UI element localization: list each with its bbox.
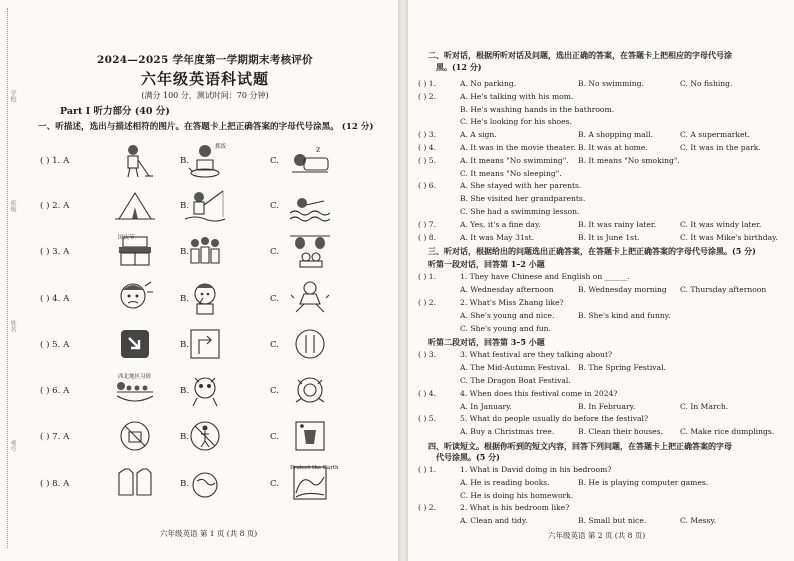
- picture-caption: Protect the Earth: [290, 465, 339, 471]
- option-a: C. It means "No sleeping".: [460, 168, 562, 178]
- page-gutter: [398, 0, 408, 561]
- boy-sweeping-icon: [115, 142, 155, 178]
- option-a: C. He is doing his homework.: [460, 490, 574, 500]
- section2-line: [418, 181, 788, 192]
- option-b: B. Clean their houses.: [578, 427, 663, 437]
- section4-line: [418, 503, 788, 514]
- clothes-icon: [115, 465, 155, 501]
- section4-heading-line2: 代号涂黑。(5 分): [436, 452, 500, 462]
- girl-sleeping-icon: [290, 142, 330, 178]
- option-a: A. A sign.: [460, 130, 497, 140]
- right-page-footer: 六年级英语 第 2 页 (共 8 页): [548, 531, 646, 540]
- answer-blank: ( ) 5.: [418, 155, 436, 165]
- option-letter-c: C.: [270, 294, 280, 304]
- left-page-footer: 六年级英语 第 1 页 (共 8 页): [160, 529, 258, 538]
- option-a: A. It was in the movie theater.: [460, 143, 576, 152]
- picture-caption: 西北地区习俗: [118, 374, 152, 380]
- answer-blank: ( ) 7.: [418, 219, 436, 229]
- section3-line: [418, 285, 788, 296]
- option-a: A. He's talking with his mom.: [460, 91, 574, 101]
- trash-bin-icon: [290, 418, 330, 454]
- option-letter-b: B.: [180, 294, 190, 304]
- child-swimming-icon: [290, 187, 330, 223]
- section4-line: [418, 516, 788, 527]
- direction-sign-icon: [185, 326, 225, 362]
- picture-caption: 抓饭: [215, 144, 227, 150]
- right-page: [408, 0, 794, 561]
- option-c: C. In March.: [680, 401, 729, 411]
- option-a: A. Buy a Christmas tree.: [460, 427, 555, 437]
- option-b: B. The Spring Festival.: [578, 363, 666, 373]
- section1-heading: [38, 121, 393, 133]
- answer-blank: ( ) 1.: [418, 272, 436, 282]
- answer-blank: ( ) 2.: [418, 503, 436, 513]
- option-a: A. It means "No swimming".: [460, 155, 569, 165]
- section4-line: [418, 465, 788, 476]
- option-b: B. Small but nice.: [578, 516, 647, 526]
- section2-line: [418, 130, 788, 141]
- answer-blank: ( ) 3.: [418, 130, 436, 140]
- option-b: B. It was at home.: [578, 143, 648, 152]
- option-a: B. He's washing hands in the bathroom.: [460, 104, 615, 114]
- svg-text:z: z: [316, 145, 321, 154]
- answer-blank: ( ) 1.: [418, 465, 436, 474]
- section2-heading-line1: 二、听对话，根据所听对话及问题，选出正确的答案，在答题卡上把相应的字母代号涂: [428, 50, 732, 60]
- option-c: C. It was in the park.: [680, 143, 761, 152]
- question-number: ( ) 3. A: [40, 247, 70, 257]
- section2-line: [418, 143, 788, 154]
- answer-blank: ( ) 8.: [418, 232, 436, 242]
- option-c: C. A supermarket.: [680, 130, 750, 140]
- option-b: B. She's kind and funny.: [578, 310, 671, 320]
- boy-thinking-icon: [185, 280, 225, 316]
- option-letter-c: C.: [270, 386, 280, 396]
- answer-blank: ( ) 5.: [418, 414, 436, 424]
- edge-label-number: 考号: [9, 440, 16, 452]
- option-a: C. He's looking for his shoes.: [460, 117, 572, 127]
- option-a: A. Yes, it's a fine day.: [460, 219, 541, 229]
- lantern-festival-icon: [290, 233, 330, 269]
- option-c: C. It was Mike's birthday.: [680, 232, 778, 242]
- option-letter-b: B.: [180, 340, 190, 350]
- option-b: B. It was rainy later.: [578, 219, 657, 229]
- section3-line: [418, 324, 788, 335]
- picture-question-row: [40, 465, 390, 505]
- picture-question-row: [40, 372, 390, 412]
- picture-question-row: [40, 233, 390, 273]
- option-letter-b: B.: [180, 432, 190, 442]
- option-letter-c: C.: [270, 340, 280, 350]
- option-b: B. No swimming.: [578, 79, 644, 88]
- food-festival-icon: [290, 372, 330, 408]
- exam-meta: (满分 100 分，测试时间：70 分钟): [141, 91, 269, 100]
- section2-line: [418, 156, 788, 167]
- lion-dance-icon: [185, 372, 225, 408]
- section2-line: [418, 233, 788, 244]
- option-a: A. He is reading books.: [460, 477, 550, 487]
- question-number: ( ) 7. A: [40, 432, 70, 442]
- section3-line: [418, 363, 788, 374]
- option-letter-b: B.: [180, 479, 190, 489]
- family-gathering-icon: [185, 233, 225, 269]
- section1-text: 一、听描述，选出与描述相符的图片。在答题卡上把正确答案的字母代号涂黑。: [38, 122, 339, 132]
- option-a: A. She's young and nice.: [460, 310, 555, 320]
- subject-title: 六年级英语科试题: [140, 70, 269, 88]
- picture-question-row: [40, 142, 390, 182]
- option-a: B. She visited her grandparents.: [460, 194, 586, 204]
- section2-heading-line2: 黑。(12 分): [436, 62, 482, 72]
- answer-blank: ( ) 3.: [418, 350, 436, 360]
- option-a: A. Clean and tidy.: [460, 516, 528, 526]
- answer-blank: ( ) 1.: [418, 79, 436, 88]
- section3-line: [418, 389, 788, 400]
- boy-sitting-hurt-icon: [290, 280, 330, 316]
- section3-line: [418, 272, 788, 283]
- option-a: 3. What festival are they talking about?: [460, 350, 613, 360]
- answer-blank: ( ) 2.: [418, 91, 436, 101]
- option-c: C. Make rice dumplings.: [680, 427, 775, 437]
- section2-line: [418, 105, 788, 116]
- section3-line: [418, 414, 788, 425]
- option-letter-c: C.: [270, 201, 280, 211]
- answer-blank: ( ) 4.: [418, 143, 436, 152]
- question-number: ( ) 4. A: [40, 294, 70, 304]
- section4-line: [418, 478, 788, 489]
- section3-line: [418, 298, 788, 309]
- no-littering-icon: [185, 418, 225, 454]
- section3-line: [418, 350, 788, 361]
- option-b: B. A shopping mall.: [578, 130, 653, 140]
- option-letter-b: B.: [180, 386, 190, 396]
- option-letter-b: B.: [180, 156, 190, 166]
- option-a: 5. What do people usually do before the festival?: [460, 414, 649, 424]
- man-fishing-icon: [185, 187, 225, 223]
- option-a: A. No parking.: [460, 79, 517, 88]
- section3-line: [418, 402, 788, 413]
- section1-points: (12 分): [341, 122, 374, 132]
- option-a: A. It was May 31st.: [460, 232, 535, 242]
- option-a: A. The Mid-Autumn Festival.: [460, 363, 571, 373]
- option-letter-c: C.: [270, 432, 280, 442]
- boy-headache-icon: [115, 280, 155, 316]
- answer-blank: ( ) 4.: [418, 388, 436, 398]
- no-entry-sign-icon: [290, 326, 330, 362]
- no-bags-icon: [115, 418, 155, 454]
- answer-blank: ( ) 6.: [418, 181, 436, 191]
- section3-line: [418, 376, 788, 387]
- section2-line: [418, 117, 788, 128]
- tent-camping-icon: [115, 187, 155, 223]
- picture-question-row: [40, 187, 390, 227]
- question-number: ( ) 8. A: [40, 479, 70, 489]
- option-letter-c: C.: [270, 156, 280, 166]
- option-letter-b: B.: [180, 201, 190, 211]
- option-a: A. In January.: [460, 401, 512, 411]
- option-a: C. She's young and fun.: [460, 323, 551, 333]
- option-a: C. She had a swimming lesson.: [460, 207, 580, 216]
- option-b: B. In February.: [578, 401, 636, 411]
- option-a: 2. What's Miss Zhang like?: [460, 298, 564, 307]
- edge-label-school: 学校: [9, 90, 16, 102]
- section3-line: [418, 427, 788, 438]
- option-a: C. The Dragon Boat Festival.: [460, 376, 571, 385]
- dialog2-heading: 听第二段对话，回答第 3–5 小题: [428, 337, 545, 348]
- dialog1-heading: 听第一段对话，回答第 1–2 小题: [428, 259, 545, 270]
- option-c: C. Messy.: [680, 516, 717, 526]
- question-number: ( ) 6. A: [40, 386, 70, 396]
- option-c: C. No fishing.: [680, 79, 733, 88]
- section2-line: [418, 220, 788, 231]
- edge-label-class: 班级: [9, 200, 16, 212]
- question-number: ( ) 2. A: [40, 201, 70, 211]
- option-a: 1. They have Chinese and English on ______.: [460, 272, 630, 282]
- option-a: A. She stayed with her parents.: [460, 181, 582, 191]
- section3-heading: 三、听对话，根据给出的问题选出正确答案，在答题卡上把正确答案的字母代号涂黑。(5 分): [428, 245, 756, 256]
- part-title: Part Ⅰ 听力部分 (40 分): [60, 106, 170, 117]
- option-c: C. It was windy later.: [680, 219, 762, 229]
- protect-earth-icon: [185, 465, 225, 501]
- option-letter-b: B.: [180, 247, 190, 257]
- section2-line: [418, 92, 788, 103]
- option-a: 4. When does this festival come in 2024?: [460, 388, 618, 398]
- section4-line: [418, 491, 788, 502]
- turn-sign-icon: [115, 326, 155, 362]
- option-b: B. It means "No smoking".: [578, 155, 680, 165]
- option-b: B. It is June 1st.: [578, 232, 640, 242]
- section2-line: [418, 207, 788, 218]
- option-b: B. He is playing computer games.: [578, 477, 709, 487]
- option-a: 2. What is his bedroom like?: [460, 503, 570, 513]
- option-c: C. Thursday afternoon: [680, 285, 767, 295]
- picture-caption: 国庆节: [118, 235, 135, 241]
- exam-title: 2024—2025 学年度第一学期期末考核评价: [96, 54, 313, 66]
- option-a: 1. What is David doing in his bedroom?: [460, 465, 612, 474]
- option-b: B. Wednesday morning: [578, 285, 667, 295]
- answer-blank: ( ) 2.: [418, 298, 436, 307]
- picture-question-row: [40, 326, 390, 366]
- section3-line: [418, 311, 788, 322]
- option-a: A. Wednesday afternoon: [460, 285, 554, 295]
- option-letter-c: C.: [270, 247, 280, 257]
- option-letter-c: C.: [270, 479, 280, 489]
- section2-line: [418, 169, 788, 180]
- section2-line: [418, 79, 788, 90]
- section4-heading-line1: 四、听读短文。根据你听到的短文内容，回答下列问题，在答题卡上把正确答案的字母: [428, 441, 732, 451]
- question-number: ( ) 1. A: [40, 156, 70, 166]
- question-number: ( ) 5. A: [40, 340, 70, 350]
- section2-line: [418, 194, 788, 205]
- edge-label-name: 姓名: [9, 320, 16, 332]
- binding-line: [7, 8, 8, 548]
- picture-question-row: [40, 280, 390, 320]
- picture-question-row: [40, 418, 390, 458]
